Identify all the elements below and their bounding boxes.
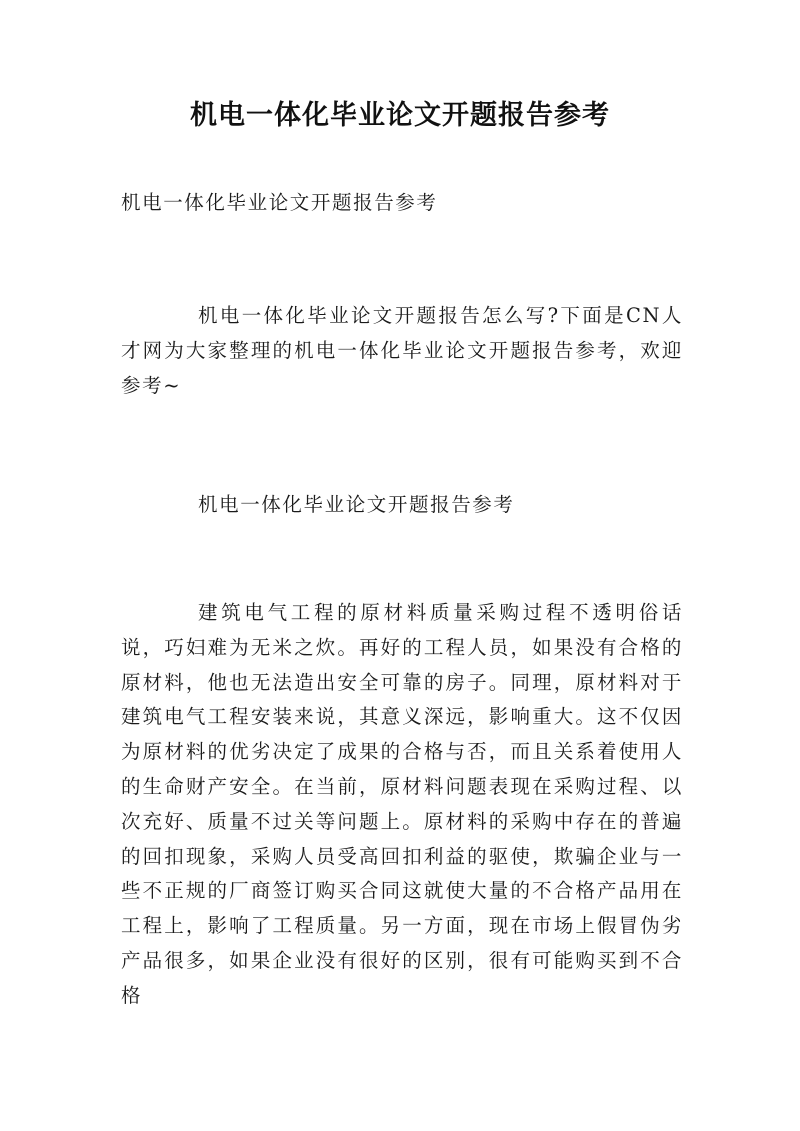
document-subtitle: 机电一体化毕业论文开题报告参考 bbox=[121, 191, 438, 214]
document-title: 机电一体化毕业论文开题报告参考 bbox=[190, 100, 610, 131]
intro-paragraph: 机电一体化毕业论文开题报告怎么写?下面是CN人才网为大家整理的机电一体化毕业论文开题报告参考，欢迎参考~ bbox=[121, 304, 683, 397]
body-paragraph: 建筑电气工程的原材料质量采购过程不透明俗话说，巧妇难为无米之炊。再好的工程人员，如果没有合格的原材料，他也无法造出安全可靠的房子。同理，原材料对于建筑电气工程安装来说，其意义深远，影响重大。这不仅因为原材料的优劣决定了成果的合格与否，而且关系着使用人的生命财产安全。在当前，原材料问题表现在采购过程、以次充好、质量不过关等问题上。原材料的采购中存在的普遍的回扣现象，采购人员受高回扣利益的驱使，欺骗企业与一些不正规的厂商签订购买合同这就使大量的不合格产品用在工程上，影响了工程质量。另一方面，现在市场上假冒伪劣产品很多，如果企业没有很好的区别，很有可能购买到不合格 bbox=[121, 601, 683, 1007]
section-heading: 机电一体化毕业论文开题报告参考 bbox=[198, 493, 515, 516]
